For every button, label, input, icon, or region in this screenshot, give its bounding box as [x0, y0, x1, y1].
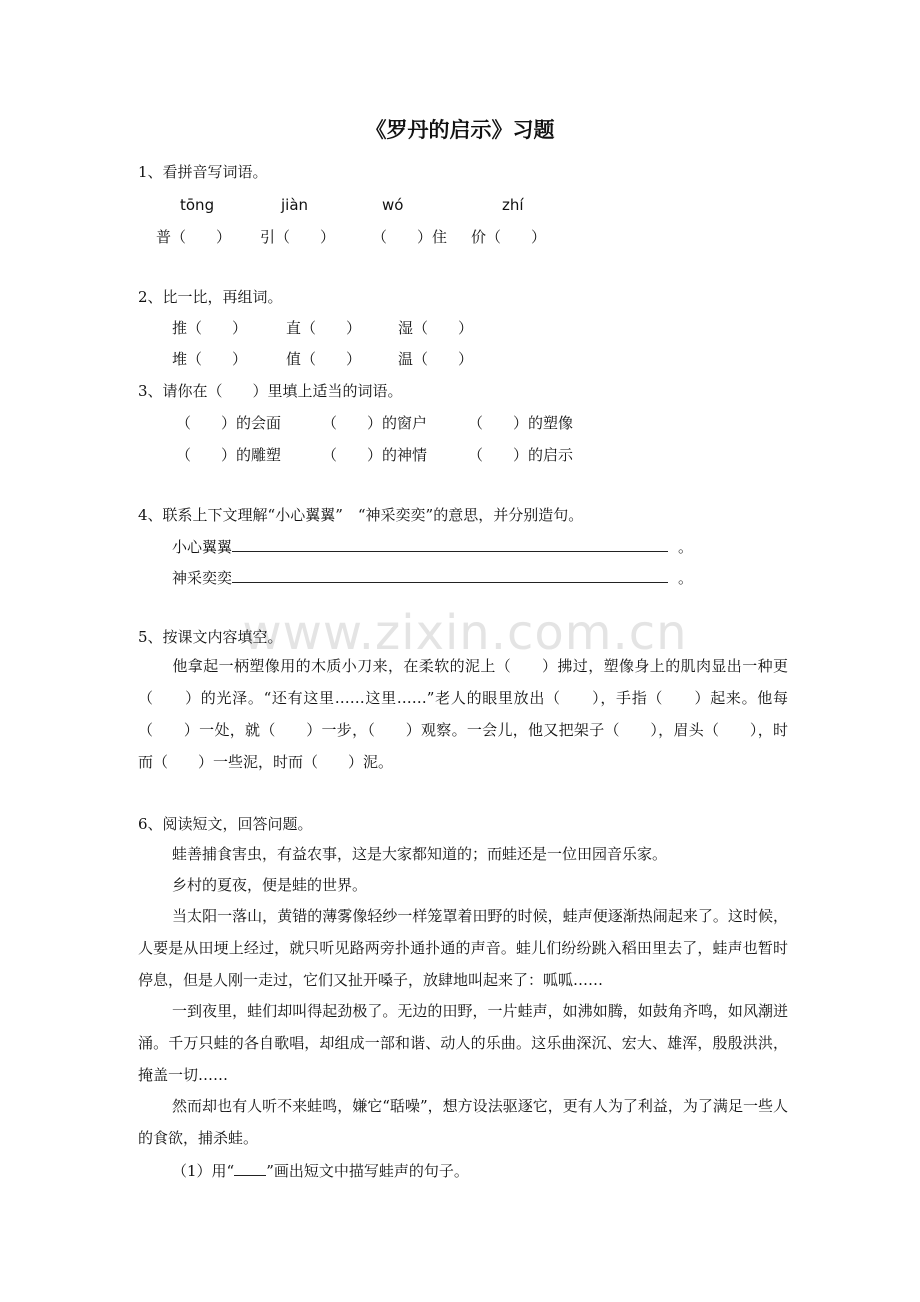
q2-r2-1: 堆（ ）	[172, 350, 248, 368]
page-title: 《罗丹的启示》习题	[365, 117, 555, 142]
q4-answer-line-2[interactable]	[232, 568, 668, 583]
q2-r2-2: 值（ ）	[286, 350, 362, 368]
q1-word-1: 普（ ）	[156, 228, 232, 246]
q1-pinyin-4: zhí	[502, 196, 524, 214]
q3-r1-1: （ ）的会面	[176, 414, 282, 432]
q6-sub-1-underline	[234, 1161, 266, 1176]
q5-paragraph	[138, 650, 788, 778]
q6-para-4-text: 一到夜里，蛙们却叫得起劲极了。无边的田野，一片蛙声，如沸如腾，如鼓角齐鸣，如风潮迸涌。千万只蛙的各自歌唱，却组成一部和谐、动人的乐曲。这乐曲深沉、宏大、雄浑，殷殷洪洪，掩盖一切……	[138, 1002, 788, 1084]
q1-word-2: 引（ ）	[260, 228, 336, 246]
q6-para-4	[138, 995, 788, 1091]
q6-para-1	[138, 838, 788, 870]
q1-pinyin-3: wó	[382, 196, 404, 214]
q3-r2-3: （ ）的启示	[468, 446, 574, 464]
q2-r1-3: 湿（ ）	[398, 319, 474, 337]
q4-item-2-end: 。	[678, 569, 694, 587]
q2-r1-1: 推（ ）	[172, 319, 248, 337]
q3-r1-3: （ ）的塑像	[468, 414, 574, 432]
q4-item-1-label: 小心翼翼	[172, 538, 233, 556]
q6-heading: 6、阅读短文，回答问题。	[138, 815, 313, 833]
q4-item-1	[172, 537, 693, 557]
q1-heading: 1、看拼音写词语。	[138, 163, 268, 181]
watermark: www.zixin.com.cn	[242, 605, 688, 661]
q5-text: 他拿起一柄塑像用的木质小刀来，在柔软的泥上（ ）拂过，塑像身上的肌肉显出一种更（ ）的光泽。“还有这里……这里……”老人的眼里放出（ ），手指（ ）起来。他每（ ）一处，就（ ）一步，（ ）观察。一会儿，他又把架子（ ），眉头（ ），时而（ ）一些泥，时而（ ）泥。	[138, 657, 788, 771]
q6-para-5-text: 然而却也有人听不来蛙鸣，嫌它“聒噪”，想方设法驱逐它，更有人为了利益，为了满足一些人的食欲，捕杀蛙。	[138, 1097, 788, 1147]
q2-r2-3: 温（ ）	[398, 350, 474, 368]
q3-r2-1: （ ）的雕塑	[176, 446, 282, 464]
q6-para-2-text: 乡村的夏夜，便是蛙的世界。	[172, 876, 368, 894]
q6-para-1-text: 蛙善捕食害虫，有益农事，这是大家都知道的；而蛙还是一位田园音乐家。	[172, 845, 668, 863]
q4-heading: 4、联系上下文理解“小心翼翼” “神采奕奕”的意思，并分别造句。	[138, 506, 584, 524]
q3-heading: 3、请你在（ ）里填上适当的词语。	[138, 382, 403, 400]
q4-item-2	[172, 568, 693, 588]
q6-para-3-text: 当太阳一落山，黄错的薄雾像轻纱一样笼罩着田野的时候，蛙声便逐渐热闹起来了。这时候，人要是从田埂上经过，就只听见路两旁扑通扑通的声音。蛙儿们纷纷跳入稻田里去了，蛙声也暂时停息，但是人刚一走过，它们又扯开嗓子，放肆地叫起来了：呱呱……	[138, 907, 788, 989]
q6-sub-1	[172, 1161, 469, 1181]
q1-pinyin-1: tōng	[180, 196, 215, 214]
q6-para-3	[138, 900, 788, 996]
q6-para-2	[138, 869, 788, 901]
q4-answer-line-1[interactable]	[232, 537, 668, 552]
q6-para-5	[138, 1090, 788, 1154]
q5-heading: 5、按课文内容填空。	[138, 628, 283, 646]
q2-heading: 2、比一比，再组词。	[138, 288, 283, 306]
q1-word-4: 价（ ）	[471, 228, 547, 246]
q2-r1-2: 直（ ）	[286, 319, 362, 337]
q4-item-1-end: 。	[678, 538, 694, 556]
q4-item-2-label: 神采奕奕	[172, 569, 233, 587]
q3-r1-2: （ ）的窗户	[322, 414, 428, 432]
q6-sub-1-text-a: （1）用“	[172, 1162, 235, 1180]
q1-pinyin-2: jiàn	[281, 196, 309, 214]
q6-sub-1-text-b: ”画出短文中描写蛙声的句子。	[266, 1162, 469, 1180]
q3-r2-2: （ ）的神情	[322, 446, 428, 464]
q1-word-3: （ ）住	[372, 228, 448, 246]
